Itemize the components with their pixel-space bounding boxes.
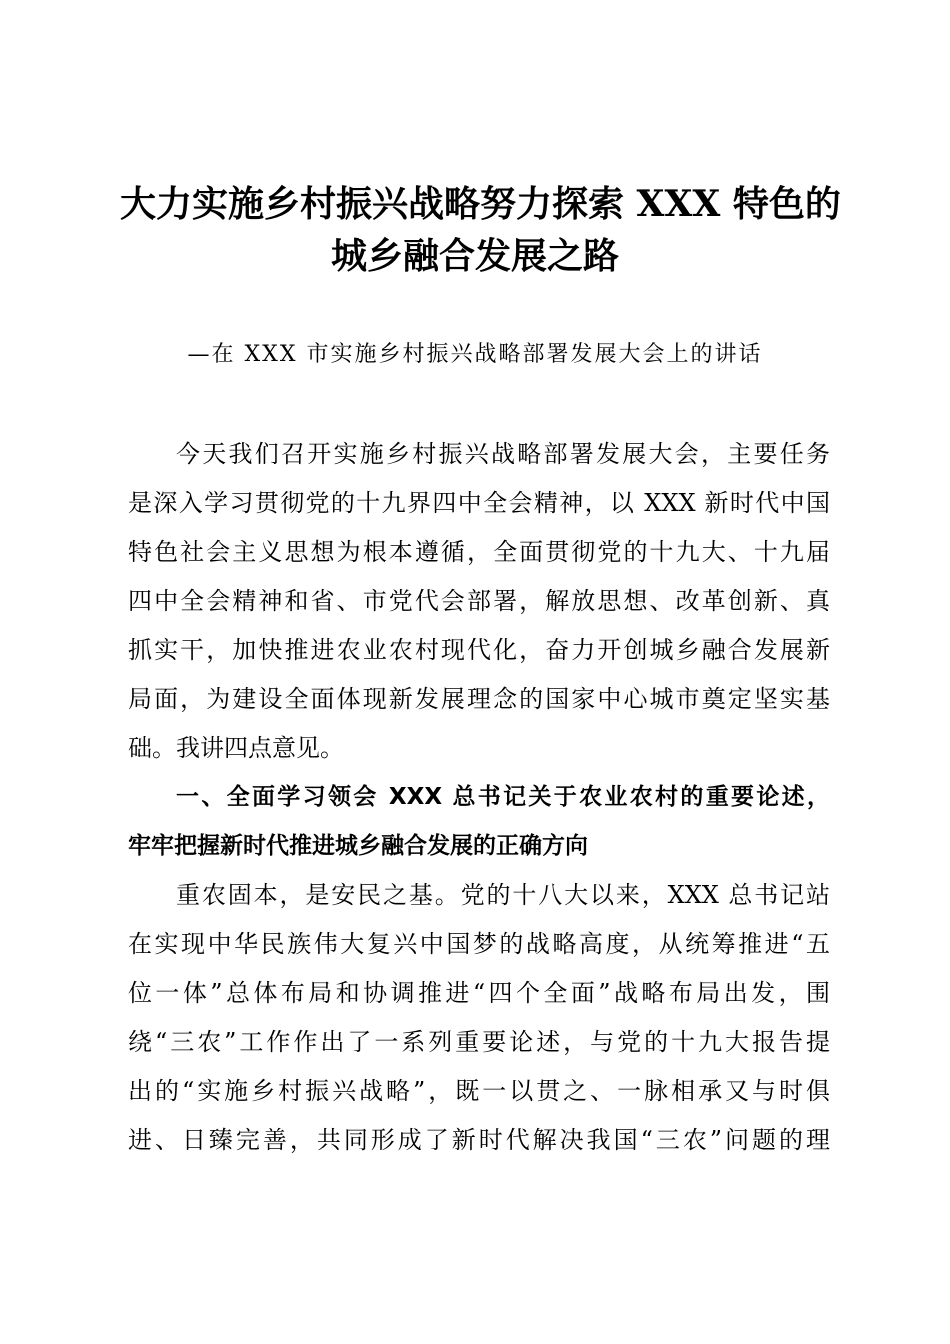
title-line: 城乡融合发展之路 <box>330 235 619 277</box>
text-line: 绕“三农”工作作出了一系列重要论述，与党的十九大报告提 <box>128 1028 830 1056</box>
title-line: 大力实施乡村振兴战略努力探索 XXX 特色的 <box>120 183 841 225</box>
text-line: 重农固本，是安民之基。党的十八大以来，XXX 总书记站 <box>176 881 830 909</box>
text-line: 在实现中华民族伟大复兴中国梦的战略高度，从统筹推进“五 <box>128 930 830 958</box>
section-heading-1 <box>128 777 830 875</box>
paragraph-section-1 <box>128 875 830 1169</box>
text-line: 进、日臻完善，共同形成了新时代解决我国“三农”问题的理 <box>128 1126 830 1154</box>
text-line: 四中全会精神和省、市党代会部署，解放思想、改革创新、真 <box>128 587 830 615</box>
text-line: 今天我们召开实施乡村振兴战略部署发展大会，主要任务 <box>176 440 830 468</box>
paragraph-intro <box>128 434 830 777</box>
document-title <box>120 178 841 282</box>
text-line: 出的“实施乡村振兴战略”，既一以贯之、一脉相承又与时俱 <box>128 1077 830 1105</box>
text-line: 抓实干，加快推进农业农村现代化，奋力开创城乡融合发展新 <box>128 636 830 664</box>
heading-line: 一、全面学习领会 XXX 总书记关于农业农村的重要论述， <box>176 784 830 810</box>
document-body <box>128 434 830 1169</box>
text-line: 特色社会主义思想为根本遵循，全面贯彻党的十九大、十九届 <box>128 538 830 566</box>
heading-line: 牢牢把握新时代推进城乡融合发展的正确方向 <box>128 833 588 859</box>
document-subtitle: —在 XXX 市实施乡村振兴战略部署发展大会上的讲话 <box>187 342 763 367</box>
text-line: 是深入学习贯彻党的十九界四中全会精神，以 XXX 新时代中国 <box>128 489 830 517</box>
text-line: 位一体”总体布局和协调推进“四个全面”战略布局出发，围 <box>128 979 830 1007</box>
text-line: 础。我讲四点意见。 <box>128 734 344 762</box>
text-line: 局面，为建设全面体现新发展理念的国家中心城市奠定坚实基 <box>128 685 830 713</box>
